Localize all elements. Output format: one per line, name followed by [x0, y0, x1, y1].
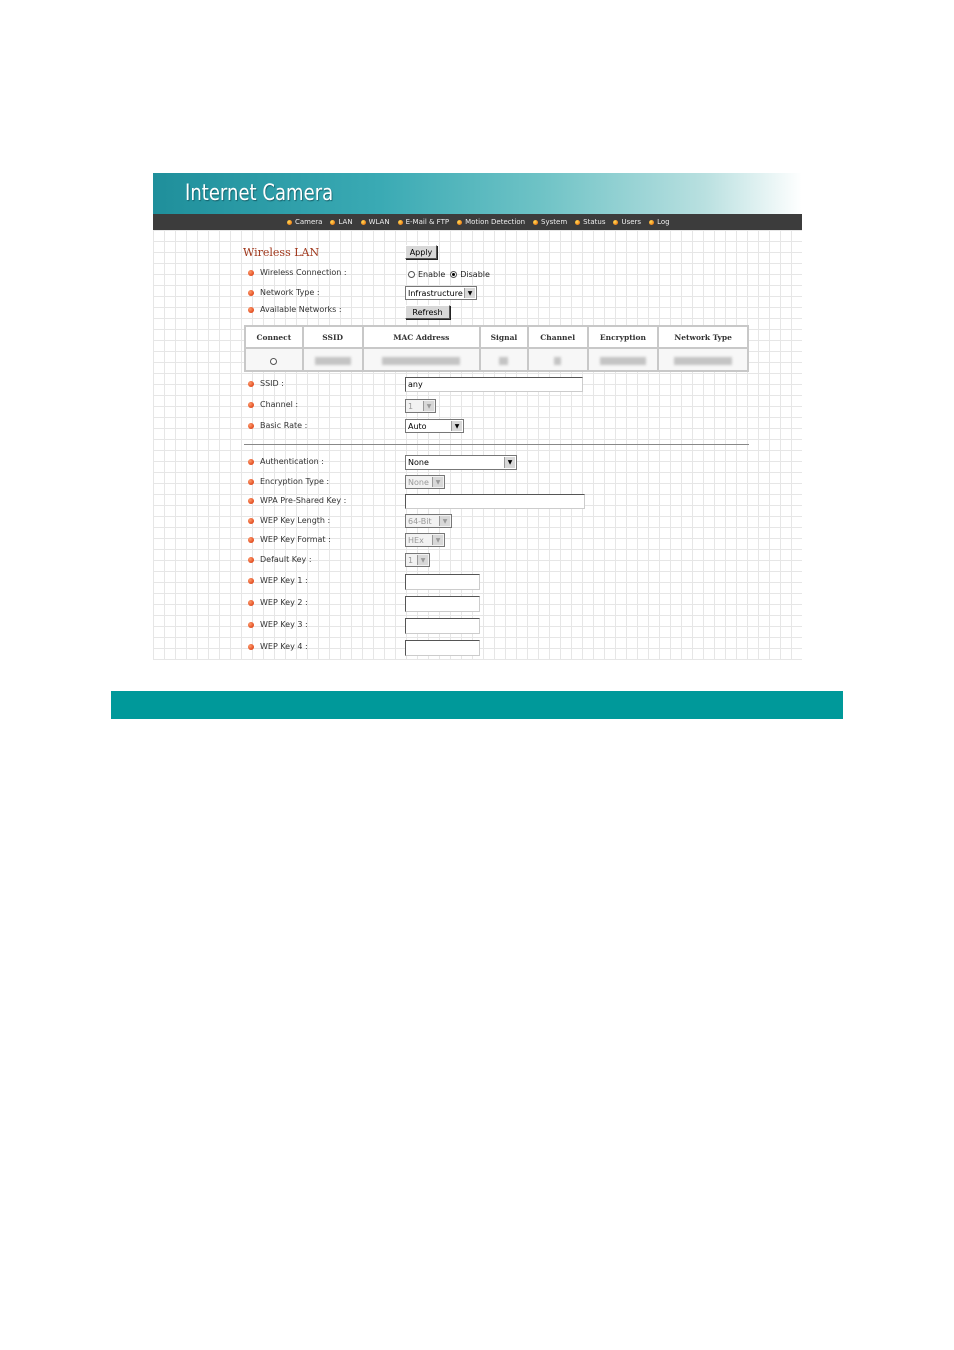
chevron-down-icon: ▼ — [464, 288, 475, 298]
bullet-icon — [248, 518, 254, 524]
nav-email-ftp[interactable]: E-Mail & FTP — [398, 218, 449, 226]
bullet-icon — [248, 290, 254, 296]
wpa-psk-label: WPA Pre-Shared Key : — [248, 496, 346, 505]
chevron-down-icon: ▼ — [417, 555, 428, 565]
nav-wlan[interactable]: WLAN — [361, 218, 390, 226]
wpa-psk-input[interactable] — [405, 494, 585, 509]
encryption-type-label: Encryption Type : — [248, 477, 329, 486]
bullet-icon — [248, 622, 254, 628]
wep-key-format-label: WEP Key Format : — [248, 535, 331, 544]
top-nav — [153, 214, 802, 230]
wireless-connection-label: Wireless Connection : — [248, 268, 347, 277]
bullet-icon — [248, 423, 254, 429]
nav-log[interactable]: Log — [649, 218, 670, 226]
default-key-select[interactable]: 1 ▼ — [405, 553, 430, 567]
bullet-icon — [248, 578, 254, 584]
bullet-icon — [248, 381, 254, 387]
channel-label: Channel : — [248, 400, 298, 409]
nav-system[interactable]: System — [533, 218, 567, 226]
enable-radio-label: Enable — [418, 270, 446, 279]
wep-key-format-select[interactable]: HEx ▼ — [405, 533, 445, 547]
nav-camera[interactable]: Camera — [287, 218, 322, 226]
chevron-down-icon: ▼ — [451, 421, 462, 431]
wep-key-length-label: WEP Key Length : — [248, 516, 330, 525]
bullet-icon — [533, 220, 538, 225]
redacted-value — [600, 357, 646, 365]
bullet-icon — [248, 402, 254, 408]
wep-key-length-select[interactable]: 64-Bit ▼ — [405, 514, 452, 528]
nav-users[interactable]: Users — [613, 218, 641, 226]
bullet-icon — [361, 220, 366, 225]
table-row[interactable] — [245, 348, 748, 371]
camera-web-ui — [153, 173, 802, 660]
available-networks-label: Available Networks : — [248, 305, 342, 314]
bullet-icon — [248, 557, 254, 563]
nav-motion-detection[interactable]: Motion Detection — [457, 218, 525, 226]
ssid-input[interactable]: any — [405, 377, 583, 392]
bullet-icon — [575, 220, 580, 225]
redacted-value — [554, 357, 561, 365]
col-network-type: Network Type — [658, 326, 748, 348]
app-title: Internet Camera — [185, 181, 334, 206]
signal-cell — [480, 348, 528, 371]
apply-button[interactable]: Apply — [405, 245, 437, 259]
nav-status[interactable]: Status — [575, 218, 605, 226]
encryption-type-select[interactable]: None ▼ — [405, 475, 445, 489]
redacted-value — [674, 357, 732, 365]
network-type-cell — [658, 348, 748, 371]
chevron-down-icon: ▼ — [423, 401, 434, 411]
wep-key-2-input[interactable] — [405, 596, 480, 612]
col-ssid: SSID — [303, 326, 363, 348]
bullet-icon — [457, 220, 462, 225]
connect-cell — [245, 348, 303, 371]
col-channel: Channel — [528, 326, 588, 348]
channel-cell — [528, 348, 588, 371]
wireless-connection-radios — [408, 270, 490, 279]
ssid-label: SSID : — [248, 379, 284, 388]
bullet-icon — [248, 270, 254, 276]
mac-cell — [363, 348, 481, 371]
col-mac-address: MAC Address — [363, 326, 481, 348]
authentication-label: Authentication : — [248, 457, 324, 466]
settings-panel — [153, 230, 802, 660]
bullet-icon — [287, 220, 292, 225]
bullet-icon — [649, 220, 654, 225]
wep-key-4-label: WEP Key 4 : — [248, 642, 308, 651]
bullet-icon — [330, 220, 335, 225]
chevron-down-icon: ▼ — [439, 516, 450, 526]
bullet-icon — [248, 644, 254, 650]
encryption-cell — [588, 348, 659, 371]
redacted-value — [315, 357, 351, 365]
refresh-button[interactable]: Refresh — [405, 305, 450, 319]
col-connect: Connect — [245, 326, 303, 348]
disable-radio-label: Disable — [460, 270, 490, 279]
col-signal: Signal — [480, 326, 528, 348]
basic-rate-select[interactable]: Auto ▼ — [405, 419, 464, 433]
bullet-icon — [248, 600, 254, 606]
section-header-bar — [111, 691, 843, 719]
wep-key-1-label: WEP Key 1 : — [248, 576, 308, 585]
bullet-icon — [248, 307, 254, 313]
bullet-icon — [248, 537, 254, 543]
authentication-select[interactable]: None ▼ — [405, 455, 517, 470]
banner — [153, 173, 802, 214]
chevron-down-icon: ▼ — [432, 535, 443, 545]
redacted-value — [382, 357, 460, 365]
bullet-icon — [398, 220, 403, 225]
bullet-icon — [248, 498, 254, 504]
page-title: Wireless LAN — [243, 246, 320, 259]
bullet-icon — [613, 220, 618, 225]
wep-key-1-input[interactable] — [405, 574, 480, 590]
wep-key-4-input[interactable] — [405, 640, 480, 656]
wep-key-3-input[interactable] — [405, 618, 480, 634]
disable-radio[interactable] — [450, 271, 457, 278]
chevron-down-icon: ▼ — [504, 457, 515, 468]
available-networks-table — [244, 325, 749, 372]
bullet-icon — [248, 459, 254, 465]
default-key-label: Default Key : — [248, 555, 312, 564]
channel-select[interactable]: 1 ▼ — [405, 399, 436, 413]
network-type-label: Network Type : — [248, 288, 320, 297]
wep-key-2-label: WEP Key 2 : — [248, 598, 308, 607]
nav-lan[interactable]: LAN — [330, 218, 352, 226]
network-type-select[interactable]: Infrastructure ▼ — [405, 286, 477, 300]
chevron-down-icon: ▼ — [432, 477, 443, 487]
enable-radio[interactable] — [408, 271, 415, 278]
wep-key-3-label: WEP Key 3 : — [248, 620, 308, 629]
bullet-icon — [248, 479, 254, 485]
col-encryption: Encryption — [588, 326, 659, 348]
redacted-value — [499, 357, 508, 365]
ssid-cell — [303, 348, 363, 371]
section-divider — [244, 444, 749, 445]
basic-rate-label: Basic Rate : — [248, 421, 307, 430]
connect-radio[interactable] — [270, 358, 277, 365]
table-header-row — [245, 326, 748, 348]
